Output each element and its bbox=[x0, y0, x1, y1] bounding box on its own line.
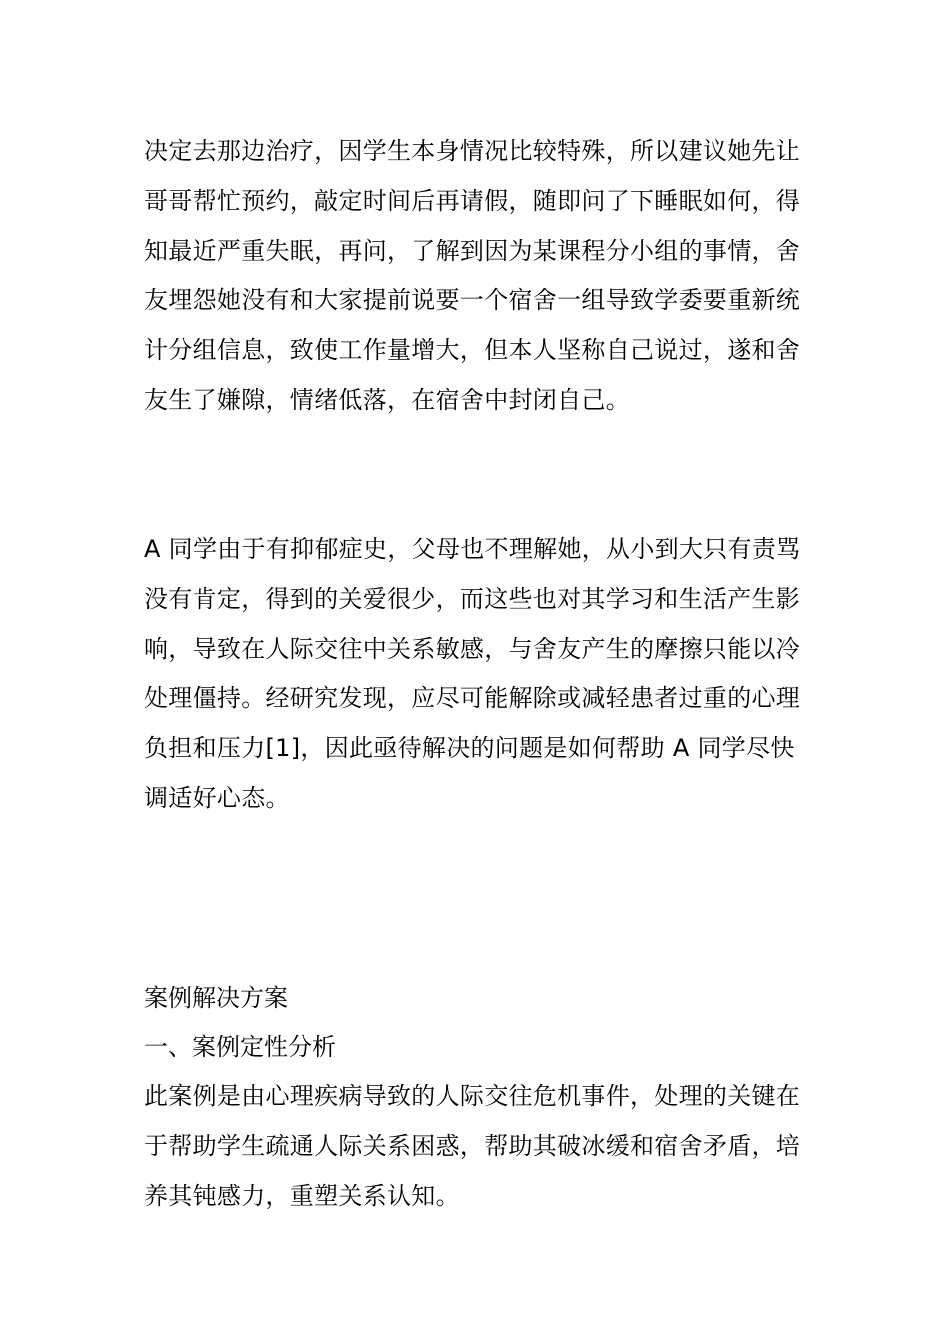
case-analysis-paragraph: 此案例是由心理疾病导致的人际交往危机事件，处理的关键在于帮助学生疏通人际关系困惑，帮助其破冰缓和宿舍矛盾，培养其钝感力，重塑关系认知。 bbox=[144, 1082, 801, 1210]
subsection-title: 一、案例定性分析 bbox=[144, 1033, 336, 1061]
section-title: 案例解决方案 bbox=[144, 984, 288, 1012]
case-description-paragraph: 决定去那边治疗，因学生本身情况比较特殊，所以建议她先让哥哥帮忙预约，敲定时间后再请假，随即问了下睡眠如何，得知最近严重失眠，再问，了解到因为某课程分小组的事情，舍友埋怨她没有和大家提前说要一个宿舍一组导致学委要重新统计分组信息，致使工作量增大，但本人坚称自己说过，遂和舍友生了嫌隙，情绪低落，在宿舍中封闭自己。 bbox=[144, 137, 801, 414]
case-background-paragraph: A 同学由于有抑郁症史，父母也不理解她，从小到大只有责骂没有肯定，得到的关爱很少，而这些也对其学习和生活产生影响，导致在人际交往中关系敏感，与舍友产生的摩擦只能以冷处理僵持。经研究发现，应尽可能解除或减轻患者过重的心理负担和压力[1]，因此亟待解决的问题是如何帮助 A 同学尽快调适好心态。 bbox=[144, 535, 801, 812]
